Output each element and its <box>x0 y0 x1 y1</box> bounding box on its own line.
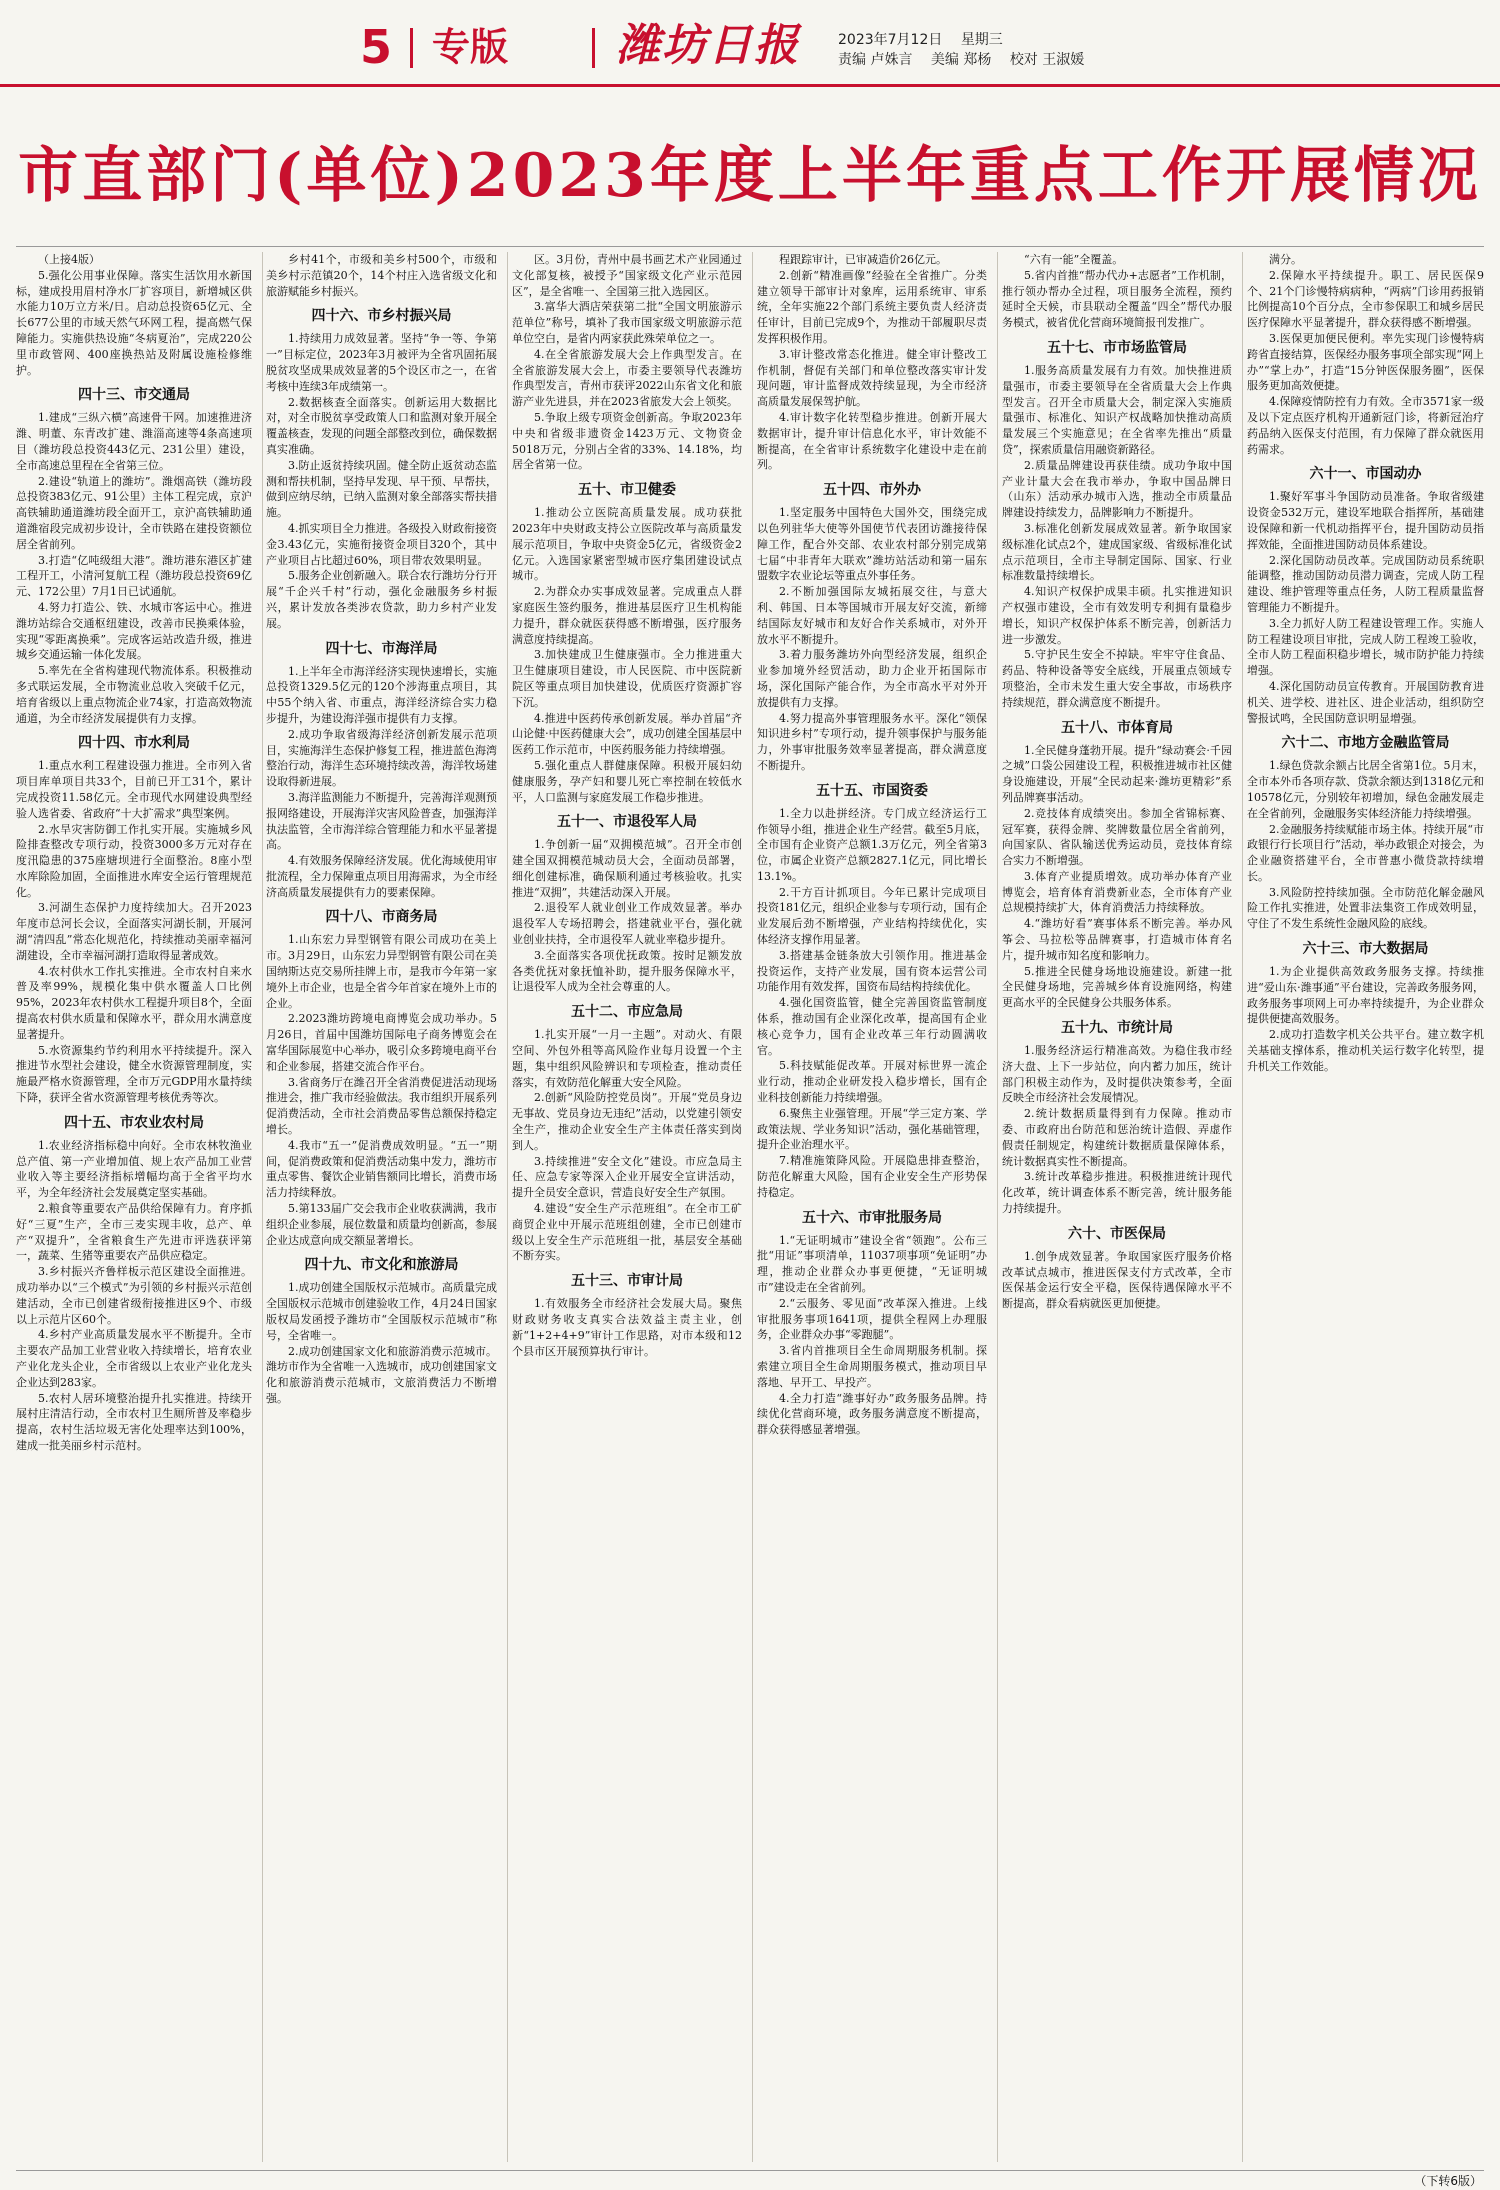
paragraph: 3.打造“亿吨级组大港”。潍坊港东港区扩建工程开工，小清河复航工程（潍坊段总投资69亿元、172公里）7月1日已试通航。 <box>16 553 252 599</box>
section-heading: 四十九、市文化和旅游局 <box>304 1257 459 1274</box>
paragraph: 5.守护民生安全不掉缺。牢牢守住食品、药品、特种设备等安全底线，开展重点领域专项整治，全市未发生重大安全事故，市场秩序持续规范，群众满意度不断提升。 <box>1002 648 1232 709</box>
paragraph: 3.审计整改常态化推进。健全审计整改工作机制，督促有关部门和单位整改落实审计发现问题，审计监督成效持续显现，为全市经济高质量发展保驾护航。 <box>757 347 987 409</box>
issue-weekday: 星期三 <box>960 32 1003 48</box>
page-title: 市直部门(单位)2023年度上半年重点工作开展情况 <box>18 141 1482 211</box>
paragraph: 1.绿色贷款余额占比居全省第1位。5月末，全市本外币各项存款、贷款余额达到1318亿元和10578亿元，分别较年初增加，绿色金融发展走在全省前列，金融服务实体经济能力持续增强。 <box>1247 759 1484 820</box>
paragraph: 2.干方百计抓项目。今年已累计完成项目投资181亿元，组织企业参与专项行动，国有企业发展后劲不断增强，产业结构持续优化，实体经济支撑作用显著。 <box>757 885 987 947</box>
paragraph: 3.体育产业提质增效。成功举办体育产业博览会，培育体育消费新业态，全市体育产业总规模持续扩大，体育消费活力持续释放。 <box>1002 869 1232 915</box>
paragraph: 1.成功创建全国版权示范城市。高质量完成全国版权示范城市创建验收工作，4月24日国家版权局发函授予潍坊市“全国版权示范城市”称号，全省唯一。 <box>266 1281 497 1342</box>
section-heading: 五十三、市审计局 <box>571 1273 683 1290</box>
paragraph: 5.争取上级专项资金创新高。争取2023年中央和省级非遗资金1423万元、文物资金5018万元，分别占全省的33%、14.18%，均居全省第一位。 <box>512 410 742 472</box>
section-heading: 五十二、市应急局 <box>571 1004 683 1021</box>
paragraph: 2.水旱灾害防御工作扎实开展。实施城乡风险排查整改专项行动，投资3000多万元对存在度汛隐患的375座塘坝进行全面整治。8座小型水库除险加固，全面推进水库安全运行管理规范化。 <box>16 822 252 899</box>
section-heading: 六十二、市地方金融监管局 <box>1281 735 1450 752</box>
paragraph: 2.统计数据质量得到有力保障。推动市委、市政府出台防范和惩治统计造假、弄虚作假责任制规定，构建统计数据质量保障体系，统计数据真实性不断提高。 <box>1002 1107 1232 1168</box>
paragraph: 1.建成“三纵六横”高速骨干网。加速推进济潍、明董、东青改扩建、潍淄高速等4条高速项目（潍坊段总投资443亿元、231公里）建设，全市高速总里程在全省第三位。 <box>16 411 252 472</box>
paragraph: 6.聚焦主业强管理。开展“学三定方案、学政策法规、学业务知识”活动，强化基础管理，提升企业治理水平。 <box>757 1106 987 1152</box>
paragraph: 4.抓实项目全力推进。各级投入财政衔接资金3.43亿元，实施衔接资金项目320个，其中产业项目占比超过60%，项目带农效果明显。 <box>266 521 497 567</box>
page-number: 5 <box>360 20 393 74</box>
paragraph: 4.努力打造公、铁、水城市客运中心。推进潍坊站综合交通枢纽建设，改善市民换乘体验，实现“零距离换乘”。完成客运站改造升级，推进城乡交通运输一体化发展。 <box>16 600 252 662</box>
article-column <box>757 252 987 2166</box>
paragraph: 3.医保更加便民便利。率先实现门诊慢特病跨省直接结算，医保经办服务事项全部实现“网上办”“掌上办”，打造“15分钟医保服务圈”，医保服务更加高效便捷。 <box>1247 331 1484 393</box>
section-name: 专版 <box>432 25 509 69</box>
article-columns <box>16 252 1484 2166</box>
newspaper-logo: 潍坊日报 <box>616 20 800 71</box>
section-heading: 五十一、市退役军人局 <box>557 814 697 831</box>
paragraph: 4.农村供水工作扎实推进。全市农村自来水普及率99%，规模化集中供水覆盖人口比例95%，2023年农村供水工程提升项目8个，全面提高农村供水质量和保障水平，群众用水满意度显著提升。 <box>16 964 252 1041</box>
paragraph: 4.审计数字化转型稳步推进。创新开展大数据审计，提升审计信息化水平，审计效能不断提高，在全省审计系统数字化建设中走在前列。 <box>757 410 987 472</box>
paragraph: 2.竞技体育成绩突出。参加全省锦标赛、冠军赛，获得金牌、奖牌数量位居全省前列，向国家队、省队输送优秀运动员，竞技体育综合实力不断增强。 <box>1002 806 1232 868</box>
paragraph: 满分。 <box>1269 253 1302 266</box>
paragraph: 3.加快建成卫生健康强市。全力推进重大卫生健康项目建设，市人民医院、市中医院新院区等重点项目加快建设，优质医疗资源扩容下沉。 <box>512 648 742 709</box>
paragraph: 1.为企业提供高效政务服务支撑。持续推进“爱山东·潍事通”平台建设，完善政务服务网，政务服务事项网上可办率持续提升，为企业群众提供便捷高效服务。 <box>1247 965 1484 1026</box>
section-heading: 四十八、市商务局 <box>325 909 438 926</box>
section-heading: 六十一、市国动办 <box>1309 466 1422 483</box>
paragraph: 4.努力提高外事管理服务水平。深化“领保知识进乡村”专项行动，提升领事保护与服务能力，外事审批服务效率显著提高，群众满意度不断提升。 <box>757 711 987 772</box>
paragraph: 2.创新“风险防控党员岗”。开展“党员身边无事故、党员身边无违纪”活动，以党建引领安全生产，推动企业安全生产主体责任落实到岗到人。 <box>512 1091 742 1152</box>
paragraph: 2.“云服务、零见面”改革深入推进。上线审批服务事项1641项，提供全程网上办理服务，企业群众办事“零跑腿”。 <box>757 1296 987 1342</box>
paragraph: 1.上半年全市海洋经济实现快速增长，实施总投资1329.5亿元的120个涉海重点项目，其中55个纳入省、市重点，海洋经济综合实力稳步提升，为建设海洋强市提供有力支撑。 <box>266 664 497 725</box>
paragraph: 1.扎实开展“一月一主题”。对动火、有限空间、外包外租等高风险作业每月设置一个主题，集中组织风险辨识和专项检查，推动责任落实，有效防范化解重大安全风险。 <box>512 1028 742 1089</box>
paragraph: 4.乡村产业高质量发展水平不断提升。全市主要农产品加工业营业收入持续增长，培育农业产业化龙头企业，全市省级以上农业产业化龙头企业达到283家。 <box>16 1328 252 1389</box>
paragraph: 4.深化国防动员宣传教育。开展国防教育进机关、进学校、进社区、进企业活动，组织防空警报试鸣，全民国防意识明显增强。 <box>1247 679 1484 725</box>
footer-rule <box>16 2170 1484 2171</box>
issue-meta <box>838 30 1098 70</box>
paragraph: 1.“无证明城市”建设全省“领跑”。公布三批“用证”事项清单，11037项事项“免证明”办理，推动企业群众办事更便捷，“无证明城市”建设走在全省前列。 <box>757 1233 987 1295</box>
paragraph: 2.成功创建国家文化和旅游消费示范城市。潍坊市作为全省唯一入选城市，成功创建国家文化和旅游消费示范城市，文旅消费活力不断增强。 <box>266 1344 497 1405</box>
paragraph: 1.坚定服务中国特色大国外交，围绕完成以色列驻华大使等外国使节代表团访潍接待保障工作，配合外交部、农业农村部分别完成第七届“中非青年大联欢”潍坊站活动和第一届东盟数字农业论坛等重点外事任务。 <box>757 506 987 583</box>
editor-credit: 责编 卢姝言 <box>838 52 913 68</box>
paragraph: “六有一能”全覆盖。 <box>1024 253 1124 266</box>
paragraph: 5.第133届广交会我市企业收获满满，我市组织企业参展，展位数量和质量均创新高，参展企业达成意向成交额显著增长。 <box>266 1202 497 1247</box>
paragraph: 2.不断加强国际友城拓展交往，与意大利、韩国、日本等国城市开展友好交流，新缔结国际友好城市和友好合作关系城市，对外开放水平不断提升。 <box>757 585 987 646</box>
section-heading: 四十三、市交通局 <box>78 387 190 404</box>
paragraph: 1.全民健身蓬勃开展。提升“绿动赛会·千园之城”口袋公园建设工程，积极推进城市社区健身设施建设，开展“全民动起来·潍坊更精彩”系列品牌赛事活动。 <box>1002 743 1232 804</box>
paragraph: 2.成功争取省级海洋经济创新发展示范项目，实施海洋生态保护修复工程，推进蓝色海湾整治行动，海洋生态环境持续改善，海洋牧场建设取得新进展。 <box>266 727 497 789</box>
article-column <box>1002 252 1232 2166</box>
paragraph: 2.保障水平持续提升。职工、居民医保9个、21个门诊慢特病病种，“两病”门诊用药报销比例提高10个百分点，全市参保职工和城乡居民医疗保障水平显著提升，群众获得感不断增强。 <box>1247 268 1484 330</box>
masthead-divider <box>592 28 595 68</box>
paragraph: 7.精准施策降风险。开展隐患排查整治，防范化解重大风险，国有企业安全生产形势保持稳定。 <box>757 1154 987 1199</box>
paragraph: 4.建设“安全生产示范班组”。在全市工矿商贸企业中开展示范班组创建，全市已创建市级以上安全生产示范班组一批，基层安全基础不断夯实。 <box>512 1202 742 1263</box>
paragraph: 3.持续推进“安全文化”建设。市应急局主任、应急专家等深入企业开展安全宣讲活动，提升全员安全意识，营造良好安全生产氛围。 <box>512 1154 742 1200</box>
section-heading: 四十七、市海洋局 <box>325 640 438 657</box>
paragraph: 3.防止返贫持续巩固。健全防止返贫动态监测和帮扶机制，坚持早发现、早干预、早帮扶，做到应纳尽纳，已纳入监测对象全部落实帮扶措施。 <box>266 458 497 520</box>
paragraph: 1.创争成效显著。争取国家医疗服务价格改革试点城市，推进医保支付方式改革，全市医保基金运行安全平稳，医保待遇保障水平不断提高，群众看病就医更加便捷。 <box>1002 1249 1232 1311</box>
masthead-divider <box>410 28 413 68</box>
paragraph: 5.强化重点人群健康保障。积极开展妇幼健康服务，孕产妇和婴儿死亡率控制在较低水平，人口监测与家庭发展工作稳步推进。 <box>512 758 742 804</box>
paragraph: 2.数据核查全面落实。创新运用大数据比对，对全市脱贫享受政策人口和监测对象开展全覆盖核查，发现的问题全部整改到位，确保数据真实准确。 <box>266 395 497 456</box>
section-heading: 五十五、市国资委 <box>816 782 928 799</box>
paragraph: 2.退役军人就业创业工作成效显著。举办退役军人专场招聘会，搭建就业平台，强化就业创业扶持，全市退役军人就业率稳步提升。 <box>512 901 742 947</box>
paragraph: 5.省内首推“帮办代办+志愿者”工作机制，推行领办帮办全过程，项目服务全流程，预约延时全天候，市县联动全覆盖“四全”帮代办服务模式，被省优化营商环境简报刊发推广。 <box>1002 268 1232 330</box>
paragraph: 1.服务高质量发展有力有效。加快推进质量强市，市委主要领导在全省质量大会上作典型发言。召开全市质量大会，制定深入实施质量强市、标准化、知识产权战略加快推动高质量发展三个实施意见；在全省率先推出“质量贷”，探索质量信用融资新路径。 <box>1002 363 1232 456</box>
paragraph: 4.“潍坊好看”赛事体系不断完善。举办风筝会、马拉松等品牌赛事，打造城市体育名片，提升城市知名度和影响力。 <box>1002 917 1232 962</box>
section-heading: 五十八、市体育局 <box>1061 719 1173 736</box>
paragraph: 1.争创新一届“双拥模范城”。召开全市创建全国双拥模范城动员大会，全面动员部署，细化创建标准，确保顺利通过考核验收。扎实推进“双拥”，共建活动深入开展。 <box>512 838 742 899</box>
paragraph: 2.深化国防动员改革。完成国防动员系统职能调整，推动国防动员潜力调查，完成人防工程建设、维护管理等重点任务，人防工程质量监督管理能力不断提升。 <box>1247 553 1484 614</box>
paragraph: 1.重点水利工程建设强力推进。全市列入省项目库单项目共33个，目前已开工31个，累计完成投资11.58亿元。全市现代水网建设典型经验人选省委、省政府“十大扩需求”典型案例。 <box>16 759 252 820</box>
proofreader-credit: 校对 王淑媛 <box>1009 52 1085 68</box>
paragraph: 2.金融服务持续赋能市场主体。持续开展“市政银行行长项目行”活动，举办政银企对接会，为企业融资搭建平台，全市普惠小微贷款持续增长。 <box>1247 822 1484 883</box>
paragraph: 1.推动公立医院高质量发展。成功获批2023年中央财政支持公立医院改革与高质量发展示范项目，争取中央资金5亿元，省级资金2亿元。入选国家紧密型城市医疗集团建设试点城市。 <box>512 506 742 583</box>
paragraph: 3.乡村振兴齐鲁样板示范区建设全面推进。成功举办以“三个模式”为引领的乡村振兴示范创建活动，全市已创建省级衔接推进区9个、市级以上示范片区60个。 <box>16 1265 252 1326</box>
section-heading: 五十六、市审批服务局 <box>802 1209 942 1226</box>
section-heading: 五十、市卫健委 <box>578 482 676 499</box>
section-heading: 五十九、市统计局 <box>1061 1020 1173 1037</box>
paragraph: 乡村41个，市级和美乡村500个，市级和美乡村示范镇20个，14个村庄入选省级文化和旅游赋能乡村振兴。 <box>266 253 497 298</box>
paragraph: 4.强化国资监管，健全完善国资监管制度体系，推动国有企业深化改革，提高国有企业核心竞争力，国有企业改革三年行动圆满收官。 <box>757 996 987 1057</box>
paragraph: 3.富华大酒店荣获第二批“全国文明旅游示范单位”称号，填补了我市国家级文明旅游示范单位空白，是省内两家获此殊荣单位之一。 <box>512 300 742 345</box>
paragraph: 1.聚好军事斗争国防动员准备。争取省级建设资金532万元，建设军地联合指挥所，基础建设保障和新一代机动指挥平台，提升国防动员指挥效能，全面推进国防动员体系建设。 <box>1247 490 1484 551</box>
paragraph: 4.全力打造“潍事好办”政务服务品牌。持续优化营商环境，政务服务满意度不断提高，群众获得感显著增强。 <box>757 1391 987 1437</box>
paragraph: 5.科技赋能促改革。开展对标世界一流企业行动，推动企业研发投入稳步增长，国有企业科技创新能力持续增强。 <box>757 1059 987 1105</box>
paragraph: 1.山东宏力异型钢管有限公司成功在美上市。3月29日，山东宏力异型钢管有限公司在美国纳斯达克交易所挂牌上市，是我市今年第一家境外上市企业，也是全省今年首家在境外上市的企业。 <box>266 933 497 1010</box>
paragraph: 3.省内首推项目全生命周期服务机制。探索建立项目全生命周期服务模式，推动项目早落地、早开工、早投产。 <box>757 1344 987 1389</box>
paragraph: 3.风险防控持续加强。全市防范化解金融风险工作扎实推进，处置非法集资工作成效明显，守住了不发生系统性金融风险的底线。 <box>1247 885 1484 931</box>
issue-date: 2023年7月12日 <box>838 32 943 48</box>
paragraph: 3.河湖生态保护力度持续加大。召开2023年度市总河长会议，全面落实河湖长制，开展河湖“清四乱”常态化规范化，持续推动美丽幸福河湖建设，全市幸福河湖打造取得显著成效。 <box>16 901 252 962</box>
paragraph: 2.成功打造数字机关公共平台。建立数字机关基础支撑体系，推动机关运行数字化转型，提升机关工作效能。 <box>1247 1028 1484 1073</box>
paragraph: 5.农村人居环境整治提升扎实推进。持续开展村庄清洁行动，全市农村卫生厕所普及率稳步提高，农村生活垃圾无害化处理率达到100%，建成一批美丽乡村示范村。 <box>16 1391 252 1452</box>
paragraph: 2.建设“轨道上的潍坊”。潍烟高铁（潍坊段总投资383亿元、91公里）主体工程完成，京沪高铁辅助通道潍坊段全面开工，京沪高铁辅助通道潍宿段完成初步设计，全市铁路在建投资额位居全省前列。 <box>16 474 252 551</box>
masthead-rule <box>0 84 1500 87</box>
section-heading: 五十四、市外办 <box>823 482 921 499</box>
continuation-note: （下转6版） <box>1414 2174 1482 2188</box>
paragraph: 3.统计改革稳步推进。积极推进统计现代化改革，统计调查体系不断完善，统计服务能力持续提升。 <box>1002 1170 1232 1216</box>
section-heading: 四十六、市乡村振兴局 <box>311 308 452 325</box>
paragraph: 区。3月份，青州中晨书画艺术产业园通过文化部复核，被授予“国家级文化产业示范园区”，是全省唯一、全国第三批入选园区。 <box>512 253 742 298</box>
paragraph: 4.推进中医药传承创新发展。举办首届“齐山论健·中医药健康大会”，成功创建全国基层中医药工作示范市，中医药服务能力持续增强。 <box>512 711 742 757</box>
paragraph: 4.知识产权保护成果丰硕。扎实推进知识产权强市建设，全市有效发明专利拥有量稳步增长，知识产权保护体系不断完善，创新活力进一步激发。 <box>1002 585 1232 646</box>
paragraph: 1.农业经济指标稳中向好。全市农林牧渔业总产值、第一产业增加值、规上农产品加工业营业收入等主要经济指标增幅均高于全省平均水平，为全年经济社会发展奠定坚实基础。 <box>16 1138 252 1200</box>
paragraph: 3.全面落实各项优抚政策。按时足额发放各类优抚对象抚恤补助，提升服务保障水平，让退役军人成为全社会尊重的人。 <box>512 948 742 994</box>
paragraph: 5.服务企业创新融入。联合农行潍坊分行开展“千企兴千村”行动，强化金融服务乡村振兴，累计发放各类涉农贷款，助力乡村产业发展。 <box>266 569 497 630</box>
paragraph: 程跟踪审计，已审减造价26亿元。 <box>779 253 947 266</box>
article-column <box>266 252 497 2166</box>
paragraph: 5.推进全民健身场地设施建设。新建一批全民健身场地，完善城乡体育设施网络，构建更高水平的全民健身公共服务体系。 <box>1002 964 1232 1010</box>
paragraph: 2.质量品牌建设再获佳绩。成功争取中国产业计量大会在我市举办，争取中国品牌日（山东）活动承办城市入选，推动全市质量品牌建设持续发力，品牌影响力不断提升。 <box>1002 458 1232 520</box>
designer-credit: 美编 郑杨 <box>930 52 992 68</box>
section-heading: 五十七、市市场监管局 <box>1047 339 1187 356</box>
paragraph: 1.服务经济运行精准高效。为稳住我市经济大盘、上下一步站位，向内蓄力加压，统计部门积极主动作为，及时提供决策参考，全面反映全市经济社会发展情况。 <box>1002 1044 1232 1105</box>
paragraph: 4.我市“五一”促消费成效明显。“五一”期间，促消费政策和促消费活动集中发力，潍坊市重点零售、餐饮企业销售额同比增长，消费市场活力持续释放。 <box>266 1138 497 1200</box>
paragraph: 5.水资源集约节约利用水平持续提升。深入推进节水型社会建设，健全水资源管理制度，实施最严格水资源管理，全市万元GDP用水量持续下降，获评全省水资源管理考核优秀等次。 <box>16 1043 252 1105</box>
paragraph: 3.标准化创新发展成效显著。新争取国家级标准化试点2个，建成国家级、省级标准化试点示范项目，全市主导制定国际、国家、行业标准数量持续增长。 <box>1002 521 1232 583</box>
section-heading: 六十三、市大数据局 <box>1302 941 1429 958</box>
article-column <box>512 252 742 2166</box>
paragraph: 2.2023潍坊跨境电商博览会成功举办。5月26日，首届中国潍坊国际电子商务博览会在富华国际展览中心举办，吸引众多跨境电商平台和企业参展，搭建交流合作平台。 <box>266 1012 497 1073</box>
paragraph: 3.搭建基金链条放大引领作用。推进基金投资运作，支持产业发展，国有资本运营公司功能作用有效发挥，国资布局结构持续优化。 <box>757 948 987 994</box>
paragraph: 4.有效服务保障经济发展。优化海域使用审批流程，全力保障重点项目用海需求，为全市经济高质量发展提供有力的要素保障。 <box>266 854 497 899</box>
paragraph: 2.为群众办实事成效显著。完成重点人群家庭医生签约服务，推进基层医疗卫生机构能力提升，群众就医获得感不断增强，医疗服务满意度持续提高。 <box>512 585 742 646</box>
paragraph: 5.率先在全省构建现代物流体系。积极推动多式联运发展，全市物流业总收入突破千亿元，培育省级以上重点物流企业74家，打造高效物流通道，为全市经济发展提供有力支撑。 <box>16 664 252 725</box>
paragraph: 2.粮食等重要农产品供给保障有力。育序抓好“三夏”生产，全市三麦实现丰收，总产、单产“双提升”，全省粮食生产先进市评选获评第一，蔬菜、生猪等重要农产品供应稳定。 <box>16 1202 252 1263</box>
section-heading: 六十、市医保局 <box>1068 1225 1166 1242</box>
section-heading: 四十四、市水利局 <box>78 735 190 752</box>
article-column <box>16 252 252 2166</box>
paragraph: 1.持续用力成效显著。坚持“争一等、争第一”目标定位，2023年3月被评为全省巩固拓展脱贫攻坚成果成效显著的5个设区市之一，在省考核中连续3年成绩第一。 <box>266 332 497 393</box>
masthead <box>0 0 1500 80</box>
paragraph: 3.海洋监测能力不断提升，完善海洋观测预报网络建设，开展海洋灾害风险普查，加强海洋执法监管，全市海洋综合管理能力和水平显著提高。 <box>266 790 497 852</box>
section-heading: 四十五、市农业农村局 <box>64 1114 204 1131</box>
paragraph: 3.省商务厅在潍召开全省消费促进活动现场推进会，推广我市经验做法。我市组织开展系列促消费活动，全市社会消费品零售总额保持稳定增长。 <box>266 1075 497 1137</box>
paragraph: 4.在全省旅游发展大会上作典型发言。在全省旅游发展大会上，市委主要领导代表潍坊作典型发言，青州市获评2022山东省文化和旅游产业先进县，并在2023省旅发大会上领奖。 <box>512 347 742 409</box>
paragraph: 4.保障疫情防控有力有效。全市3571家一级及以下定点医疗机构开通新冠门诊，将新冠治疗药品纳入医保支付范围，有力保障了群众就医用药需求。 <box>1247 395 1484 456</box>
paragraph: （上接4版） <box>38 253 100 266</box>
paragraph: 1.全力以赴拼经济。专门成立经济运行工作领导小组，推进企业生产经营。截至5月底，全市国有企业资产总额1.3万亿元，列全省第3位，市属企业资产总额2827.1亿元，同比增长13.1%。 <box>757 806 987 883</box>
paragraph: 1.有效服务全市经济社会发展大局。聚焦财政财务收支真实合法效益主责主业，创新“1+2+4+9”审计工作思路，对市本级和12个县市区开展预算执行审计。 <box>512 1297 742 1358</box>
title-rule <box>16 246 1484 247</box>
paragraph: 3.全力抓好人防工程建设管理工作。实施人防工程建设项目审批，完成人防工程竣工验收，全市人防工程面积稳步增长，城市防护能力持续增强。 <box>1247 616 1484 678</box>
article-column <box>1247 252 1484 2166</box>
paragraph: 5.强化公用事业保障。落实生活饮用水新国标，建成投用眉村净水厂扩容项目，新增城区供水能力10万立方米/日。启动总投资65亿元、全长677公里的市域天然气环网工程，提高燃气保障能力。实施供热设施“冬病夏治”，完成220公里市政管网、400座换热站及附属设施检修维护。 <box>16 268 252 377</box>
paragraph: 3.着力服务潍坊外向型经济发展，组织企业参加境外经贸活动，助力企业开拓国际市场，深化国际产能合作，为全市高水平对外开放提供有力支撑。 <box>757 648 987 709</box>
paragraph: 2.创新“精准画像”经验在全省推广。分类建立领导干部审计对象库，运用系统审、审系统，全年实施22个部门系统主要负责人经济责任审计，目前已完成9个，为推动干部履职尽责发挥积极作用。 <box>757 268 987 345</box>
